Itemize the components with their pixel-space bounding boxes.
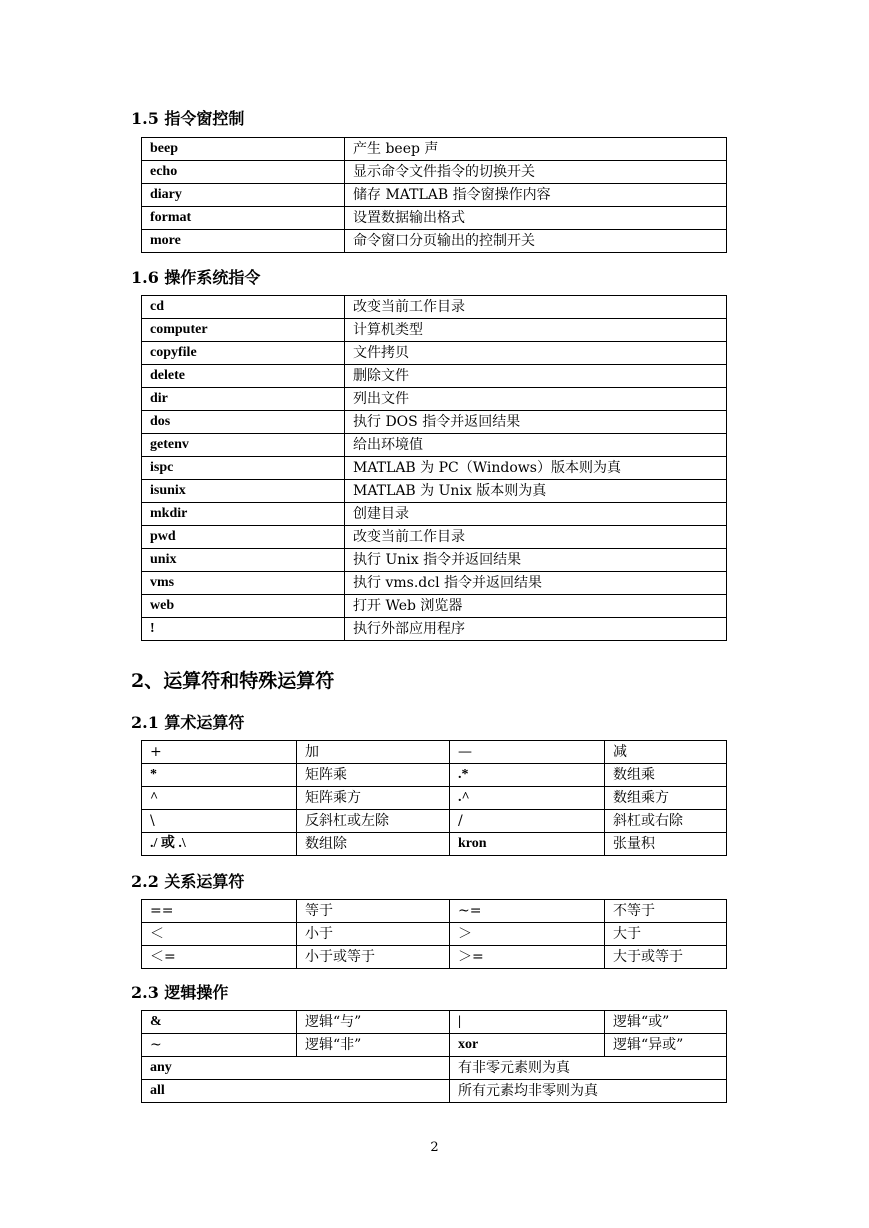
section-heading-2-3: 2.3 逻辑操作: [131, 983, 229, 1002]
table-row: [142, 457, 727, 480]
table-row: [142, 230, 727, 253]
description-cell: 有非零元素则为真: [450, 1057, 727, 1080]
command-cell: ==: [142, 900, 297, 923]
command-cell: \: [142, 810, 297, 833]
description-cell: 逻辑“与”: [297, 1011, 450, 1034]
description-cell: 矩阵乘方: [297, 787, 450, 810]
command-cell: web: [142, 595, 345, 618]
table-row: [142, 787, 727, 810]
table-row: [142, 503, 727, 526]
description-cell: 改变当前工作目录: [345, 296, 727, 319]
command-cell: ./ 或 .\: [142, 833, 297, 856]
command-cell: .^: [450, 787, 605, 810]
description-cell: 加: [297, 741, 450, 764]
description-cell: MATLAB 为 PC（Windows）版本则为真: [345, 457, 727, 480]
description-cell: 大于: [605, 923, 727, 946]
command-cell: any: [142, 1057, 450, 1080]
section-heading-1-5: 1.5 指令窗控制: [131, 109, 245, 128]
section-heading-2-1: 2.1 算术运算符: [131, 713, 245, 732]
command-cell: all: [142, 1080, 450, 1103]
table-row: [142, 549, 727, 572]
os-commands-table: [141, 295, 727, 641]
description-cell: 给出环境值: [345, 434, 727, 457]
command-cell: xor: [450, 1034, 605, 1057]
command-cell: dos: [142, 411, 345, 434]
relational-operators-table: [141, 899, 727, 969]
table-row: [142, 923, 727, 946]
command-cell: dir: [142, 388, 345, 411]
table-row: [142, 741, 727, 764]
command-cell: *: [142, 764, 297, 787]
command-cell: ＜=: [142, 946, 297, 969]
command-cell: .*: [450, 764, 605, 787]
description-cell: 打开 Web 浏览器: [345, 595, 727, 618]
description-cell: 张量积: [605, 833, 727, 856]
description-cell: 数组乘: [605, 764, 727, 787]
table-row: [142, 526, 727, 549]
description-cell: 显示命令文件指令的切换开关: [345, 161, 727, 184]
description-cell: 不等于: [605, 900, 727, 923]
command-cell: ispc: [142, 457, 345, 480]
table-row: [142, 388, 727, 411]
table-row: [142, 342, 727, 365]
table-row: [142, 207, 727, 230]
table-row: [142, 810, 727, 833]
command-cell: format: [142, 207, 345, 230]
description-cell: 列出文件: [345, 388, 727, 411]
table-row: [142, 480, 727, 503]
description-cell: 产生 beep 声: [345, 138, 727, 161]
description-cell: 所有元素均非零则为真: [450, 1080, 727, 1103]
command-cell: |: [450, 1011, 605, 1034]
section-heading-1-6: 1.6 操作系统指令: [131, 268, 261, 287]
command-cell: ＞: [450, 923, 605, 946]
logical-operators-table: [141, 1010, 727, 1103]
table-row: [142, 572, 727, 595]
command-cell: mkdir: [142, 503, 345, 526]
table-row: [142, 618, 727, 641]
command-cell: &: [142, 1011, 297, 1034]
table-row: [142, 595, 727, 618]
description-cell: MATLAB 为 Unix 版本则为真: [345, 480, 727, 503]
description-cell: 反斜杠或左除: [297, 810, 450, 833]
arithmetic-operators-table: [141, 740, 727, 856]
description-cell: 大于或等于: [605, 946, 727, 969]
command-cell: delete: [142, 365, 345, 388]
command-cell: computer: [142, 319, 345, 342]
chapter-heading-2: 2、运算符和特殊运算符: [131, 670, 335, 692]
description-cell: 执行外部应用程序: [345, 618, 727, 641]
command-cell: isunix: [142, 480, 345, 503]
description-cell: 储存 MATLAB 指令窗操作内容: [345, 184, 727, 207]
description-cell: 文件拷贝: [345, 342, 727, 365]
description-cell: 执行 DOS 指令并返回结果: [345, 411, 727, 434]
description-cell: 命令窗口分页输出的控制开关: [345, 230, 727, 253]
command-cell: !: [142, 618, 345, 641]
command-window-table: [141, 137, 727, 253]
table-row: [142, 365, 727, 388]
description-cell: 数组乘方: [605, 787, 727, 810]
table-row: [142, 161, 727, 184]
command-cell: more: [142, 230, 345, 253]
command-cell: +: [142, 741, 297, 764]
table-row: [142, 1034, 727, 1057]
command-cell: diary: [142, 184, 345, 207]
command-cell: echo: [142, 161, 345, 184]
description-cell: 减: [605, 741, 727, 764]
description-cell: 数组除: [297, 833, 450, 856]
description-cell: 小于: [297, 923, 450, 946]
command-cell: copyfile: [142, 342, 345, 365]
table-row: [142, 833, 727, 856]
table-row: [142, 1057, 727, 1080]
table-row: [142, 946, 727, 969]
description-cell: 等于: [297, 900, 450, 923]
description-cell: 斜杠或右除: [605, 810, 727, 833]
page-number: 2: [430, 1140, 439, 1155]
table-row: [142, 296, 727, 319]
description-cell: 逻辑“异或”: [605, 1034, 727, 1057]
description-cell: 逻辑“非”: [297, 1034, 450, 1057]
table-row: [142, 319, 727, 342]
command-cell: ＜: [142, 923, 297, 946]
description-cell: 创建目录: [345, 503, 727, 526]
command-cell: unix: [142, 549, 345, 572]
command-cell: ~=: [450, 900, 605, 923]
description-cell: 执行 vms.dcl 指令并返回结果: [345, 572, 727, 595]
command-cell: ^: [142, 787, 297, 810]
description-cell: 执行 Unix 指令并返回结果: [345, 549, 727, 572]
command-cell: kron: [450, 833, 605, 856]
section-heading-2-2: 2.2 关系运算符: [131, 872, 245, 891]
table-row: [142, 138, 727, 161]
command-cell: ＞=: [450, 946, 605, 969]
description-cell: 删除文件: [345, 365, 727, 388]
table-row: [142, 411, 727, 434]
command-cell: cd: [142, 296, 345, 319]
description-cell: 逻辑“或”: [605, 1011, 727, 1034]
description-cell: 计算机类型: [345, 319, 727, 342]
description-cell: 设置数据输出格式: [345, 207, 727, 230]
description-cell: 小于或等于: [297, 946, 450, 969]
command-cell: pwd: [142, 526, 345, 549]
table-row: [142, 434, 727, 457]
command-cell: getenv: [142, 434, 345, 457]
command-cell: ~: [142, 1034, 297, 1057]
table-row: [142, 184, 727, 207]
table-row: [142, 900, 727, 923]
command-cell: —: [450, 741, 605, 764]
table-row: [142, 764, 727, 787]
command-cell: /: [450, 810, 605, 833]
description-cell: 改变当前工作目录: [345, 526, 727, 549]
table-row: [142, 1011, 727, 1034]
description-cell: 矩阵乘: [297, 764, 450, 787]
command-cell: vms: [142, 572, 345, 595]
command-cell: beep: [142, 138, 345, 161]
table-row: [142, 1080, 727, 1103]
